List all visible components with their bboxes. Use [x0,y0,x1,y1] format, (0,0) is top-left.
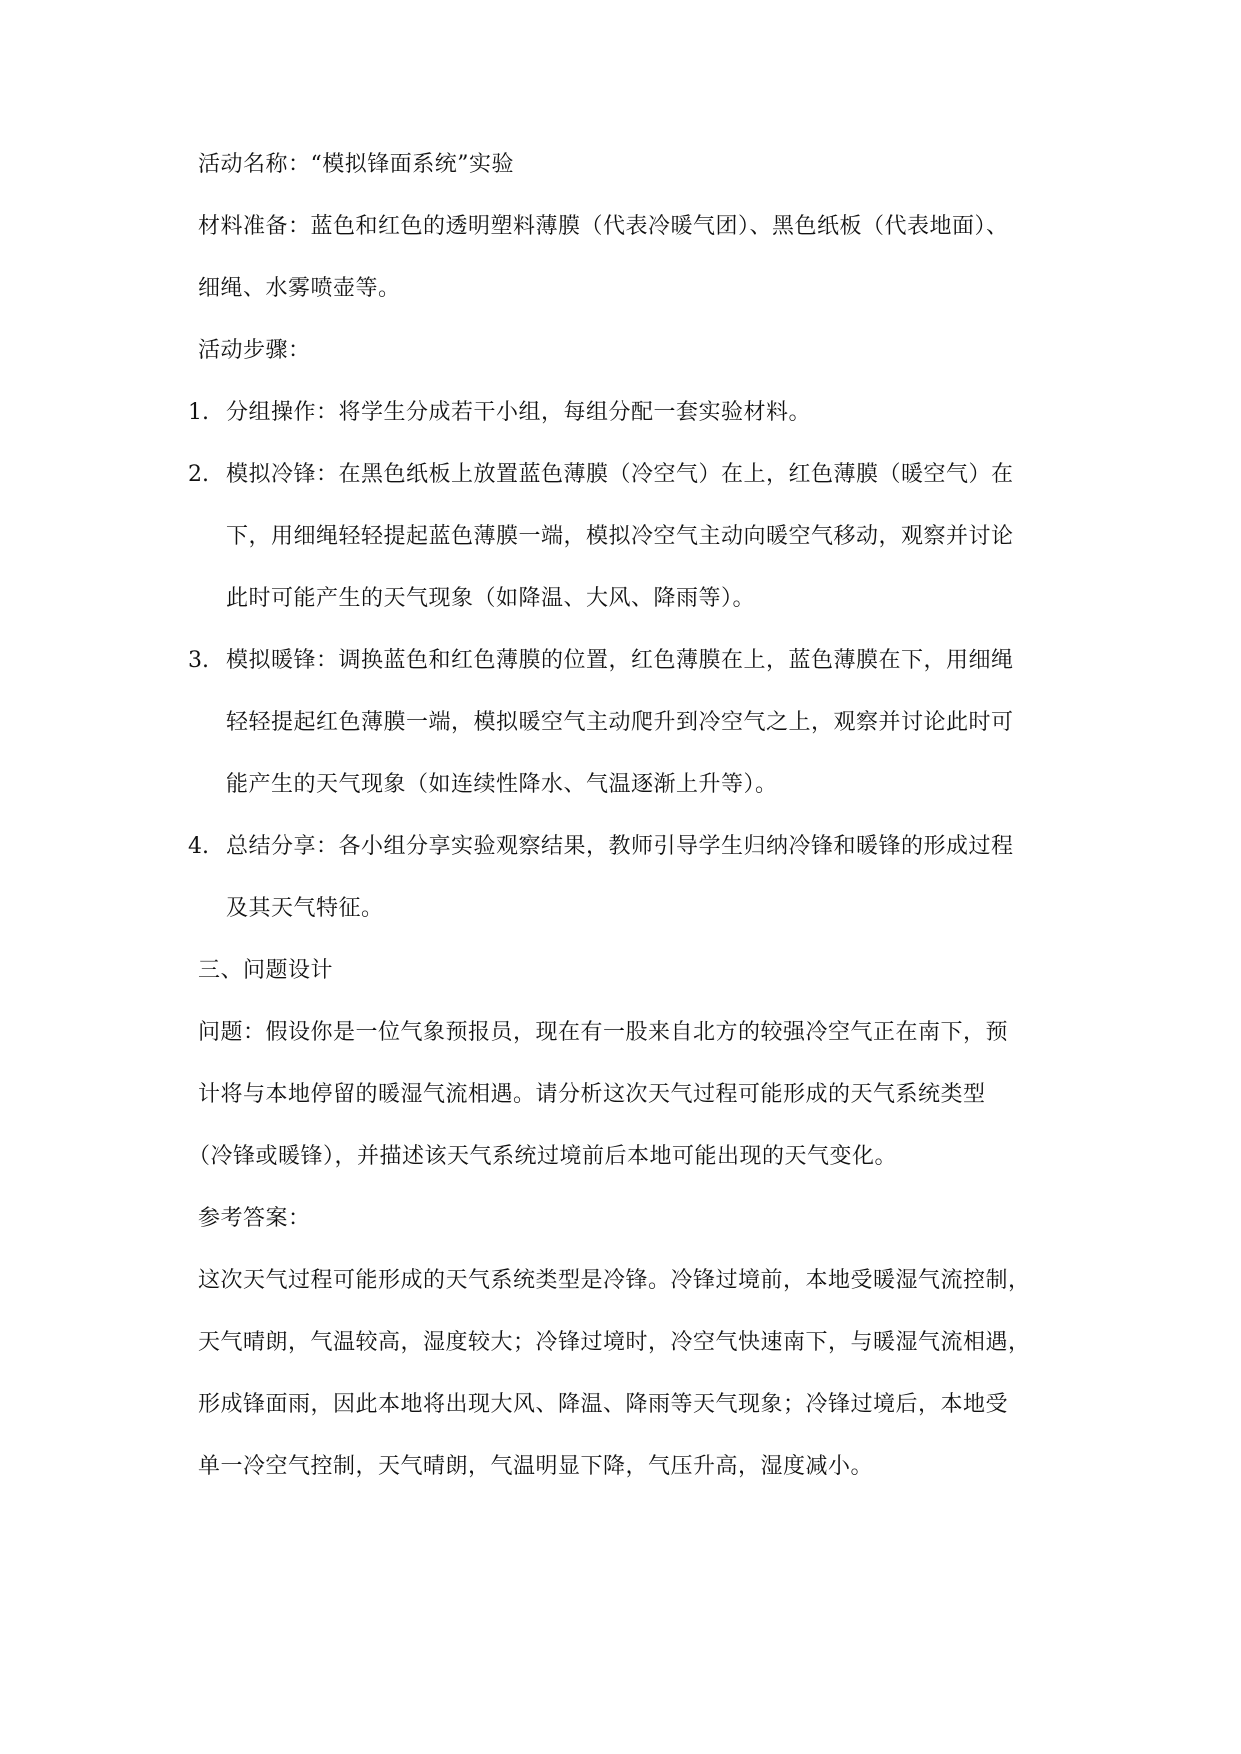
materials-line-1: 材料准备：蓝色和红色的透明塑料薄膜（代表冷暖气团）、黑色纸板（代表地面）、 [198,214,1009,239]
materials-line-2: 细绳、水雾喷壶等。 [198,276,401,301]
answer-line-1: 这次天气过程可能形成的天气系统类型是冷锋。冷锋过境前，本地受暖湿气流控制， [198,1268,1031,1293]
step-number: 1. [188,400,209,425]
step-text-line: 总结分享：各小组分享实验观察结果，教师引导学生归纳冷锋和暖锋的形成过程 [226,834,1014,859]
step-text-line: 能产生的天气现象（如连续性降水、气温逐渐上升等）。 [226,772,778,797]
step-text-line: 及其天气特征。 [226,896,384,921]
question-line-1: 问题：假设你是一位气象预报员，现在有一股来自北方的较强冷空气正在南下，预 [198,1020,1009,1045]
step-text-line: 分组操作：将学生分成若干小组，每组分配一套实验材料。 [226,400,812,425]
activity-name: 活动名称：“模拟锋面系统”实验 [198,152,514,177]
step-number: 4. [188,834,209,859]
section-heading: 三、问题设计 [198,958,334,983]
step-text-line: 模拟冷锋：在黑色纸板上放置蓝色薄膜（冷空气）在上，红色薄膜（暖空气）在 [226,462,1014,487]
step-text-line: 模拟暖锋：调换蓝色和红色薄膜的位置，红色薄膜在上，蓝色薄膜在下，用细绳 [226,648,1014,673]
answer-line-4: 单一冷空气控制，天气晴朗，气温明显下降，气压升高，湿度减小。 [198,1454,874,1479]
answer-heading: 参考答案： [198,1206,311,1231]
step-text-line: 轻轻提起红色薄膜一端，模拟暖空气主动爬升到冷空气之上，观察并讨论此时可 [226,710,1014,735]
answer-line-3: 形成锋面雨，因此本地将出现大风、降温、降雨等天气现象；冷锋过境后，本地受 [198,1392,1009,1417]
step-number: 3. [188,648,209,673]
steps-heading: 活动步骤： [198,338,311,363]
step-text-line: 此时可能产生的天气现象（如降温、大风、降雨等）。 [226,586,756,611]
question-line-2: 计将与本地停留的暖湿气流相遇。请分析这次天气过程可能形成的天气系统类型 [198,1082,986,1107]
step-text-line: 下，用细绳轻轻提起蓝色薄膜一端，模拟冷空气主动向暖空气移动，观察并讨论 [226,524,1014,549]
question-line-3: （冷锋或暖锋），并描述该天气系统过境前后本地可能出现的天气变化。 [188,1144,898,1169]
answer-line-2: 天气晴朗，气温较高，湿度较大；冷锋过境时，冷空气快速南下，与暖湿气流相遇， [198,1330,1031,1355]
step-number: 2. [188,462,209,487]
